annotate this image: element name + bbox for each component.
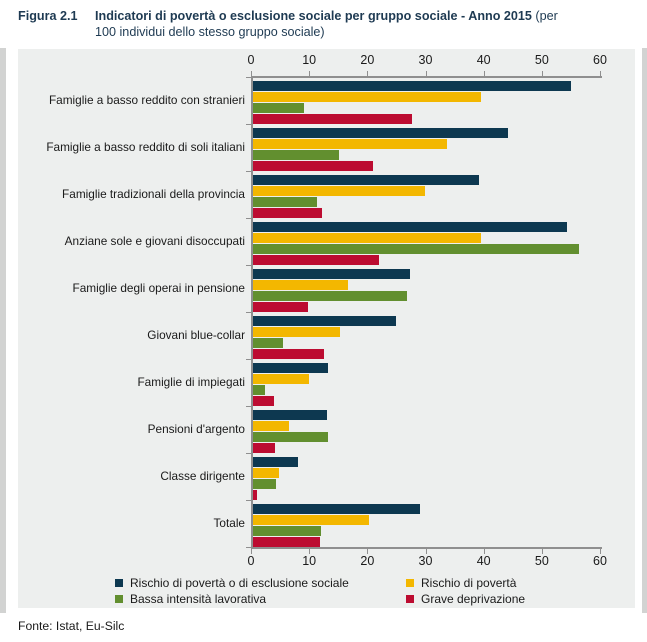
category-row [18,453,635,500]
bar [253,421,289,431]
bar [253,161,373,171]
bar [253,280,348,290]
tick-label: 40 [476,554,491,568]
bar [253,222,567,232]
bar [253,139,447,149]
bar [253,255,379,265]
bar [253,114,412,124]
bar [253,269,410,279]
source-note: Fonte: Istat, Eu-Silc [18,619,125,633]
legend-label: Bassa intensità lavorativa [130,592,267,606]
tick-mark [542,549,543,554]
legend-label: Rischio di povertà o di esclusione sociale [130,576,349,590]
category-label: Pensioni d'argento [147,422,245,436]
page-margin-left [0,48,6,613]
tick-label: 0 [247,53,255,67]
category-label: Famiglie a basso reddito con stranieri [48,93,245,107]
legend-item [115,575,406,591]
category-row [18,406,635,453]
tick-mark [367,549,368,554]
category-label: Famiglie degli operai in pensione [72,281,245,295]
legend-label: Grave deprivazione [421,592,526,606]
category-label: Famiglie a basso reddito di soli italiani [46,140,245,154]
bar [253,175,479,185]
category-row [18,77,635,124]
bar [253,504,420,514]
bar [253,128,508,138]
legend-item [115,591,406,607]
tick-label: 60 [593,53,607,67]
bar [253,197,317,207]
figure-number: Figura 2.1 [18,9,78,23]
tick-label: 30 [418,53,433,67]
bar [253,302,308,312]
tick-mark [484,549,485,554]
legend-swatch [406,595,414,603]
bar-group [253,363,602,407]
bar-group [253,457,602,501]
bar [253,327,340,337]
legend-swatch [406,579,414,587]
figure-title-bold: Indicatori di povertà o esclusione sociale per gruppo sociale - Anno 2015 [95,9,532,23]
page-margin-right [642,48,647,613]
bar [253,432,328,442]
bar [253,396,274,406]
tick-mark [251,549,252,554]
bar [253,103,304,113]
figure-title [95,8,575,40]
legend-item [406,591,525,607]
legend-label: Rischio di povertà [421,576,517,590]
category-row [18,312,635,359]
tick-label: 50 [534,554,549,568]
bar [253,291,407,301]
bar [253,81,571,91]
tick-label: 30 [418,554,433,568]
legend-swatch [115,595,123,603]
bar [253,349,324,359]
category-label: Anziane sole e giovani disoccupati [64,234,245,248]
category-row [18,218,635,265]
bar-group [253,269,602,313]
figure-title-note: (per 100 individui dello stesso gruppo sociale) [95,9,558,39]
chart-panel [18,49,635,608]
category-label: Classe dirigente [160,469,245,483]
bar-group [253,81,602,125]
tick-mark [426,549,427,554]
category-row [18,171,635,218]
x-axis-bottom-line [251,547,602,549]
bar [253,410,327,420]
figure-header [18,8,618,40]
bar [253,385,265,395]
tick-label: 20 [360,554,375,568]
bar-group [253,222,602,266]
bar [253,443,275,453]
tick-label: 10 [302,53,317,67]
bar-group [253,128,602,172]
category-label: Famiglie di impiegati [137,375,245,389]
bar [253,233,481,243]
bar-group [253,410,602,454]
tick-label: 20 [360,53,375,67]
bar [253,515,369,525]
legend [115,575,525,607]
bar [253,316,396,326]
plot-area [18,77,635,547]
bar-group [253,504,602,548]
tick-label: 40 [476,53,491,67]
bar [253,457,298,467]
tick-mark [600,549,601,554]
bar [253,92,481,102]
bar-group [253,175,602,219]
legend-item [406,575,525,591]
category-label: Giovani blue-collar [147,328,245,342]
bar [253,374,309,384]
bar [253,338,283,348]
bar [253,537,320,547]
category-label: Totale [213,516,245,530]
tick-label: 10 [302,554,317,568]
category-row [18,500,635,547]
category-label: Famiglie tradizionali della provincia [62,187,245,201]
tick-label: 60 [593,554,607,568]
tick-label: 0 [247,554,255,568]
bar [253,363,328,373]
bar [253,150,339,160]
tick-mark [309,549,310,554]
bar [253,208,322,218]
bar [253,244,579,254]
bar [253,186,425,196]
category-row [18,359,635,406]
bar [253,490,257,500]
legend-swatch [115,579,123,587]
bar [253,479,276,489]
bar-group [253,316,602,360]
bar [253,468,279,478]
category-row [18,265,635,312]
category-row [18,124,635,171]
bar [253,526,321,536]
tick-label: 50 [534,53,549,67]
